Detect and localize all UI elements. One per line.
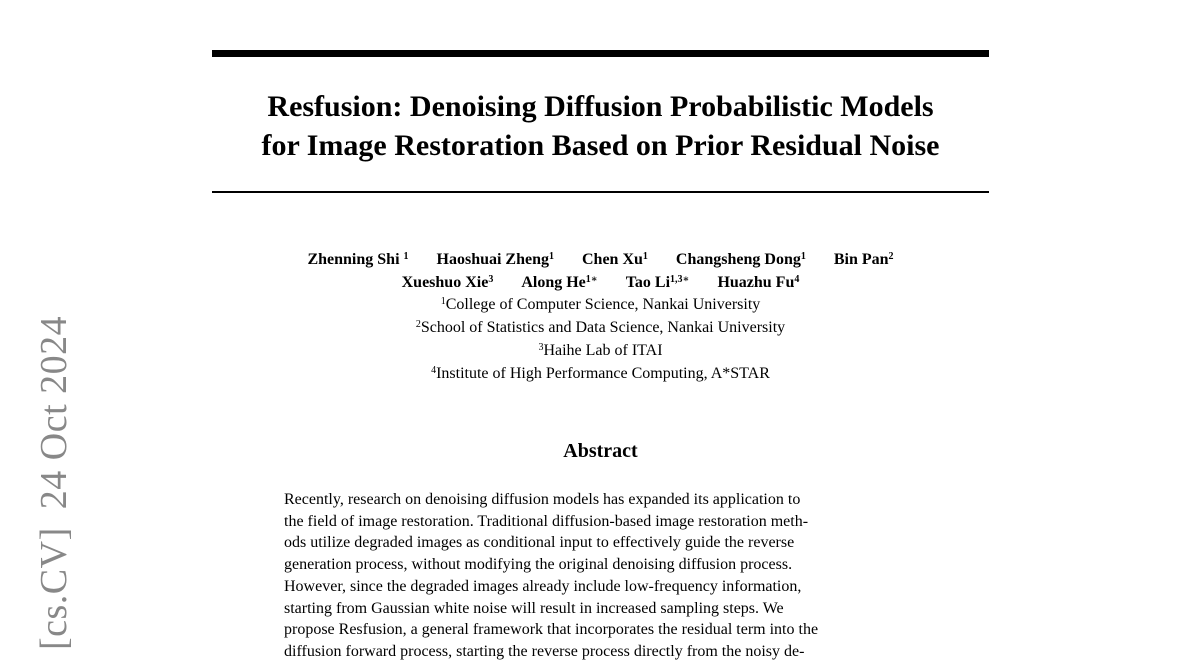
- paper-title: [212, 87, 989, 165]
- abstract-heading: Abstract: [563, 440, 638, 462]
- affiliation: $^3$Haihe Lab of ITAI: [538, 342, 663, 359]
- author: Zhenning Shi $^1$: [307, 251, 409, 268]
- abstract-line: diffusion forward process, starting the reverse process directly from the noisy de-: [284, 642, 805, 660]
- author: Along $He^{1∗}$: [521, 274, 598, 291]
- abstract-line: starting from Gaussian white noise will result in increased sampling steps. We: [284, 599, 784, 617]
- abstract-line: propose Resfusion, a general framework that incorporates the residual term into the: [284, 621, 819, 639]
- author-list: [212, 248, 989, 294]
- author: Haoshuai Zheng$^1$: [436, 251, 554, 268]
- affiliation: $^1$College of Computer Science, Nankai University: [440, 296, 761, 313]
- affiliation: $^2$School of Statistics and Data Science, Nankai University: [415, 319, 786, 336]
- affiliation-list: [212, 293, 989, 385]
- author: Changsheng Dong$^1$: [675, 251, 806, 268]
- arxiv-date: 24 Oct 2024: [33, 315, 75, 510]
- affiliation: $^4$Institute of High Performance Computing, A*STAR: [431, 365, 770, 382]
- arxiv-category: [cs.CV]: [33, 527, 75, 650]
- abstract-body: [284, 489, 920, 663]
- author-row-1: [212, 248, 989, 271]
- abstract-line: generation process, without modifying the original denoising diffusion process.: [284, 556, 793, 574]
- author: Chen Xu$^1$: [582, 251, 648, 268]
- title-bottom-rule: [212, 191, 989, 193]
- abstract-line: Recently, research on denoising diffusion models has expanded its application to: [284, 491, 801, 508]
- title-top-rule: [212, 50, 989, 57]
- author: Bin Pan$^2$: [833, 251, 894, 268]
- author: Tao $Li^{1,3∗}$: [625, 274, 690, 291]
- title-line-1: Resfusion: Denoising Diffusion Probabilistic Models: [267, 90, 934, 123]
- abstract-line: the field of image restoration. Traditional diffusion-based image restoration meth-: [284, 512, 809, 530]
- author: Huazhu Fu$^4$: [717, 274, 800, 291]
- abstract-line: However, since the degraded images already include low-frequency information,: [284, 577, 802, 595]
- title-line-2: for Image Restoration Based on Prior Residual Noise: [261, 129, 940, 162]
- abstract-line: ods utilize degraded images as conditional input to effectively guide the reverse: [284, 534, 795, 552]
- author-row-2: [212, 271, 989, 294]
- author: Xueshuo Xie$^3$: [401, 274, 494, 291]
- arxiv-side-stamp: [32, 316, 76, 650]
